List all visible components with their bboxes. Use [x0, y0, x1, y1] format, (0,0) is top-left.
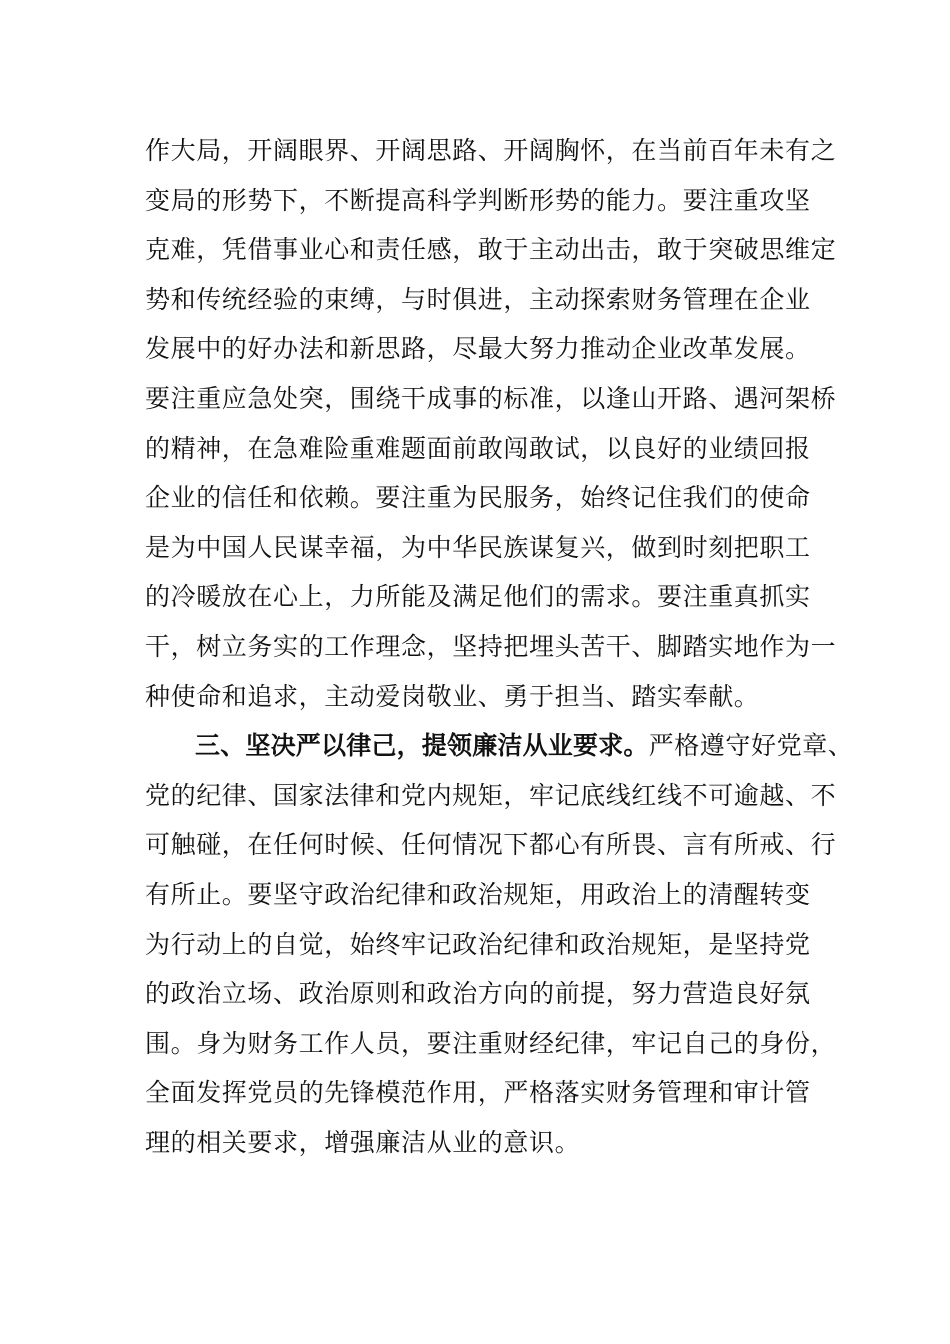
paragraph-line: 可触碰，在任何时候、任何情况下都心有所畏、言有所戒、行 [145, 830, 837, 860]
paragraph-line: 的政治立场、政治原则和政治方向的前提，努力营造良好氛 [145, 979, 811, 1009]
paragraph-line: 有所止。要坚守政治纪律和政治规矩，用政治上的清醒转变 [145, 879, 811, 909]
paragraph-line: 企业的信任和依赖。要注重为民服务，始终记住我们的使命 [145, 483, 811, 513]
paragraph-line: 是为中国人民谋幸福，为中华民族谋复兴，做到时刻把职工 [145, 532, 811, 562]
paragraph-line: 全面发挥党员的先锋模范作用，严格落实财务管理和审计管 [145, 1078, 811, 1108]
paragraph-line: 变局的形势下，不断提高科学判断形势的能力。要注重攻坚 [145, 185, 811, 215]
document-body [145, 126, 854, 1167]
paragraph-line: 克难，凭借事业心和责任感，敢于主动出击，敢于突破思维定 [145, 235, 837, 265]
section-heading: 三、坚决严以律己，提领廉洁从业要求。 [195, 731, 649, 761]
section-heading-line [145, 721, 854, 771]
paragraph-line: 势和传统经验的束缚，与时俱进，主动探索财务管理在企业 [145, 284, 811, 314]
paragraph-line: 党的纪律、国家法律和党内规矩，牢记底线红线不可逾越、不 [145, 780, 837, 810]
paragraph-line: 作大局，开阔眼界、开阔思路、开阔胸怀，在当前百年未有之 [145, 136, 837, 165]
paragraph-line: 理的相关要求，增强廉洁从业的意识。 [145, 1127, 581, 1157]
section-heading-continuation: 严格遵守好党章、 [648, 731, 854, 761]
paragraph-line: 发展中的好办法和新思路，尽最大努力推动企业改革发展。 [145, 334, 811, 364]
paragraph-line: 围。身为财务工作人员，要注重财经纪律，牢记自己的身份， [145, 1028, 837, 1058]
paragraph-line: 要注重应急处突，围绕干成事的标准，以逢山开路、遇河架桥 [145, 383, 837, 413]
paragraph-line: 干，树立务实的工作理念，坚持把埋头苦干、脚踏实地作为一 [145, 631, 837, 661]
paragraph-line: 的冷暖放在心上，力所能及满足他们的需求。要注重真抓实 [145, 582, 811, 612]
paragraph-line: 的精神，在急难险重难题面前敢闯敢试，以良好的业绩回报 [145, 433, 811, 463]
paragraph-line: 为行动上的自觉，始终牢记政治纪律和政治规矩，是坚持党 [145, 929, 811, 959]
paragraph-line: 种使命和追求，主动爱岗敬业、勇于担当、踏实奉献。 [145, 681, 760, 711]
